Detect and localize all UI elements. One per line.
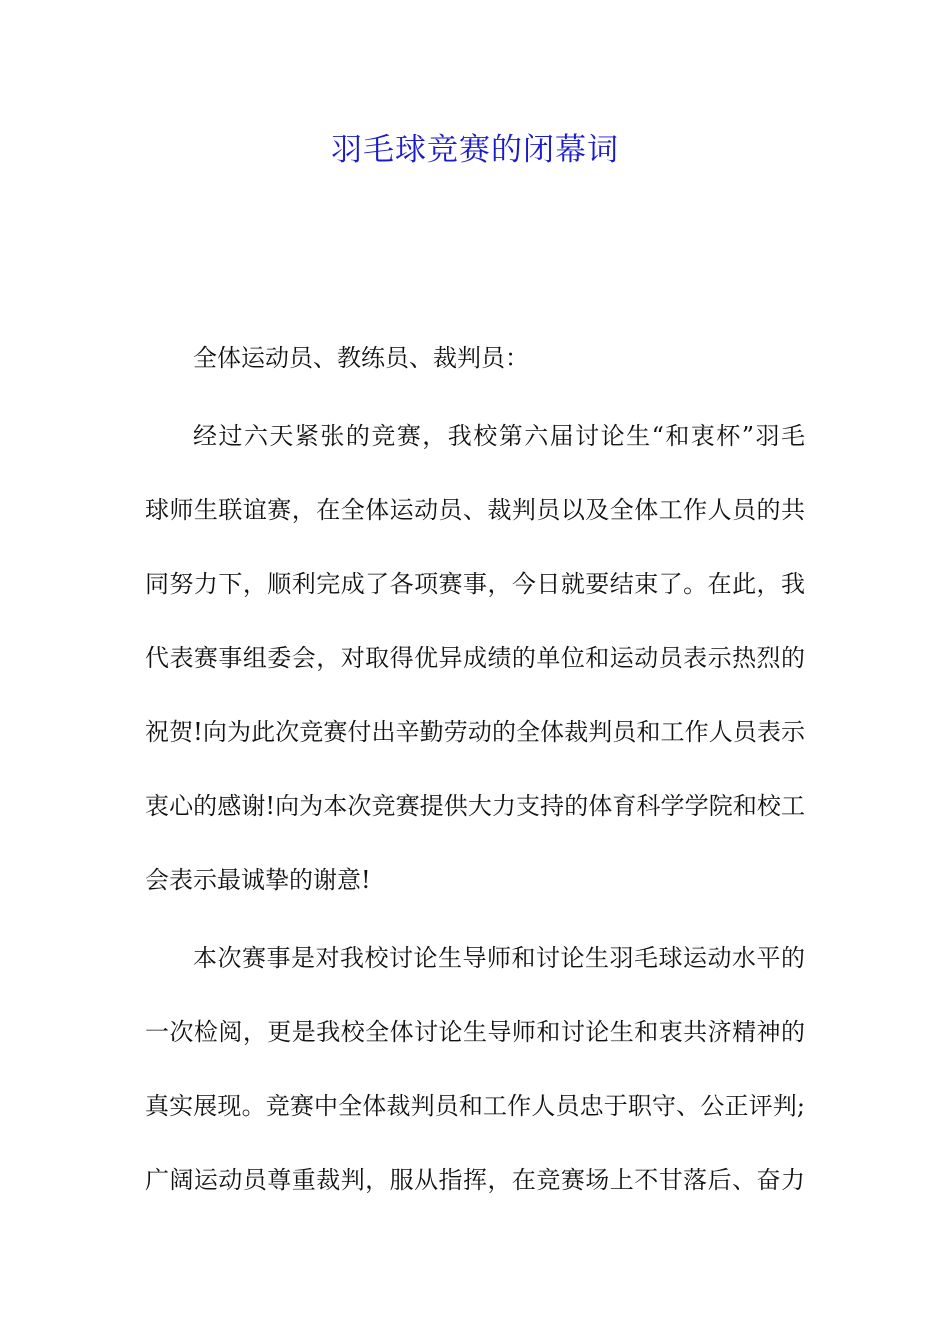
- paragraph-1-line-1: 经过六天紧张的竞赛，我校第六届讨论生“和衷杯”羽毛: [193, 422, 805, 450]
- paragraph-1-line-7: 会表示最诚挚的谢意!: [145, 866, 371, 894]
- paragraph-1-line-5: 祝贺!向为此次竞赛付出辛勤劳动的全体裁判员和工作人员表示: [145, 718, 805, 746]
- paragraph-1-line-3: 同努力下，顺利完成了各项赛事，今日就要结束了。在此，我: [145, 570, 805, 598]
- salutation-line: 全体运动员、教练员、裁判员：: [193, 344, 529, 372]
- document-title: 羽毛球竞赛的闭幕词: [331, 132, 619, 168]
- paragraph-1-line-4: 代表赛事组委会，对取得优异成绩的单位和运动员表示热烈的: [145, 644, 805, 672]
- paragraph-2-line-3: 真实展现。竞赛中全体裁判员和工作人员忠于职守、公正评判;: [145, 1092, 805, 1120]
- paragraph-1-line-6: 衷心的感谢!向为本次竞赛提供大力支持的体育科学学院和校工: [145, 792, 805, 820]
- paragraph-1-line-2: 球师生联谊赛，在全体运动员、裁判员以及全体工作人员的共: [145, 496, 805, 524]
- paragraph-2-line-2: 一次检阅，更是我校全体讨论生导师和讨论生和衷共济精神的: [145, 1018, 805, 1046]
- paragraph-2-line-4: 广阔运动员尊重裁判，服从指挥，在竞赛场上不甘落后、奋力: [145, 1166, 805, 1194]
- paragraph-2-line-1: 本次赛事是对我校讨论生导师和讨论生羽毛球运动水平的: [193, 944, 805, 972]
